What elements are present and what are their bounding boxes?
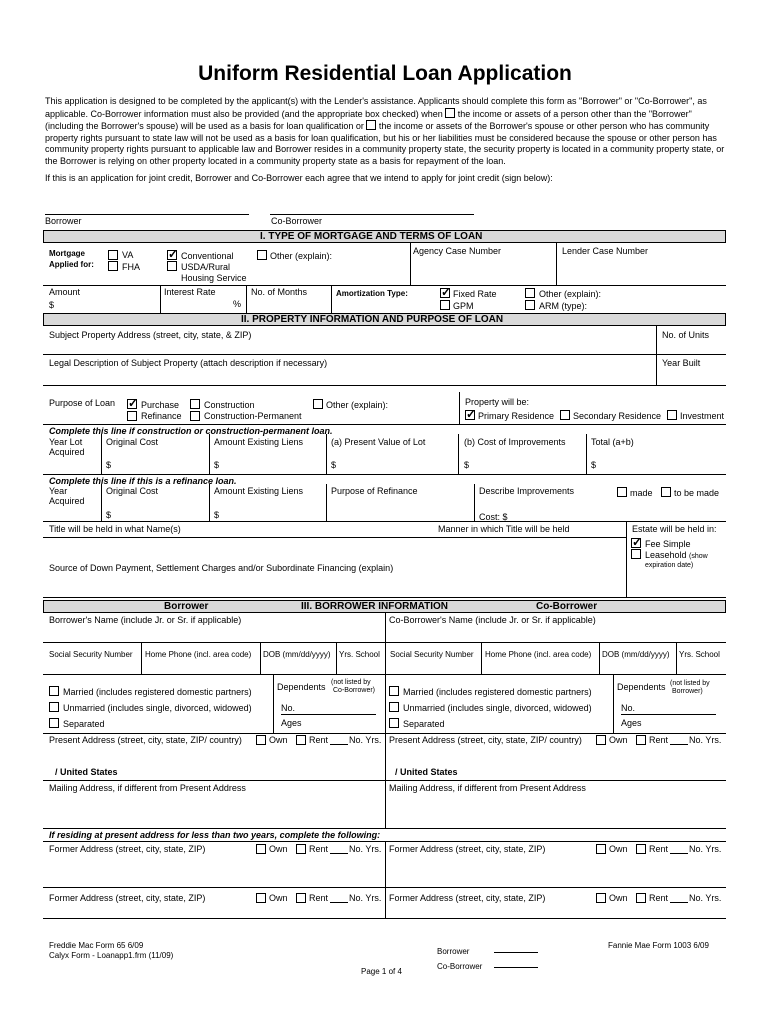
b-former2-no-yrs: No. Yrs. xyxy=(349,893,382,903)
b-mailing-label: Mailing Address, if different from Present Address xyxy=(49,783,246,793)
b-dependents-no: No. xyxy=(281,703,296,713)
c-unmarried-label: Unmarried (includes single, divorced, widowed) xyxy=(403,703,592,713)
b-home-phone-label: Home Phone (incl. area code) xyxy=(145,650,252,659)
total-label: Total (a+b) xyxy=(591,437,634,447)
gpm-label: GPM xyxy=(453,301,474,311)
construction-label: Construction xyxy=(204,400,255,410)
b-former-address-1-label: Former Address (street, city, state, ZIP) xyxy=(49,844,206,854)
c-no-yrs-label: No. Yrs. xyxy=(689,735,722,745)
existing-liens-label: Amount Existing Liens xyxy=(214,437,304,447)
other-purpose-checkbox[interactable] xyxy=(313,399,323,409)
coborrower-signature-line[interactable] xyxy=(270,214,474,215)
year-built-label: Year Built xyxy=(662,358,701,368)
arm-checkbox[interactable] xyxy=(525,300,535,310)
cost-improvements-dollar: $ xyxy=(464,460,470,470)
c-former1-own-checkbox[interactable] xyxy=(596,844,606,854)
present-value-lot-label: (a) Present Value of Lot xyxy=(331,437,426,447)
year-acquired-label-2: Acquired xyxy=(49,496,85,506)
b-married-label: Married (includes registered domestic partners) xyxy=(63,687,252,697)
b-yrs-school-label: Yrs. School xyxy=(339,650,380,659)
primary-residence-checkbox[interactable] xyxy=(465,410,475,420)
b-unmarried-checkbox[interactable] xyxy=(49,702,59,712)
b-former1-rent-label: Rent xyxy=(309,844,329,854)
section-2-header xyxy=(43,313,726,326)
c-former1-rent-checkbox[interactable] xyxy=(636,844,646,854)
b-not-listed-2: Co-Borrower) xyxy=(333,687,376,694)
section-1-title: I. TYPE OF MORTGAGE AND TERMS OF LOAN xyxy=(260,231,483,242)
year-acquired-label: Year xyxy=(49,486,68,496)
cost-improvements-label: (b) Cost of Improvements xyxy=(464,437,566,447)
c-ssn-label: Social Security Number xyxy=(390,650,474,659)
months-label: No. of Months xyxy=(251,287,308,297)
c-rent-label: Rent xyxy=(649,735,669,745)
freddie-form-label: Freddie Mac Form 65 6/09 xyxy=(49,941,144,950)
existing-liens-dollar: $ xyxy=(214,460,220,470)
c-home-phone-label: Home Phone (incl. area code) xyxy=(485,650,592,659)
conventional-checkbox[interactable] xyxy=(167,250,177,260)
made-label: made xyxy=(630,488,653,498)
c-present-address-label: Present Address (street, city, state, ZIP/ country) xyxy=(389,735,582,745)
c-former1-own-label: Own xyxy=(609,844,628,854)
c-married-label: Married (includes registered domestic partners) xyxy=(403,687,592,697)
usda-checkbox[interactable] xyxy=(167,261,177,271)
footer-borrower-label: Borrower xyxy=(437,947,470,956)
footer-coborrower-label: Co-Borrower xyxy=(437,962,483,971)
fee-simple-label: Fee Simple xyxy=(645,539,691,549)
c-own-checkbox[interactable] xyxy=(596,735,606,745)
other-mortgage-checkbox[interactable] xyxy=(257,250,267,260)
purpose-refinance-label: Purpose of Refinance xyxy=(331,486,418,496)
purchase-label: Purchase xyxy=(141,400,180,410)
present-value-dollar: $ xyxy=(331,460,337,470)
refinance-line-note: Complete this line if this is a refinance loan. xyxy=(49,476,237,486)
other-mortgage-label: Other (explain): xyxy=(270,251,333,261)
coborrower-signature-label: Co-Borrower xyxy=(271,216,323,226)
b-separated-checkbox[interactable] xyxy=(49,718,59,728)
secondary-residence-checkbox[interactable] xyxy=(560,410,570,420)
b-former1-own-checkbox[interactable] xyxy=(256,844,266,854)
primary-residence-label: Primary Residence xyxy=(478,411,555,421)
b-unmarried-label: Unmarried (includes single, divorced, widowed) xyxy=(63,703,252,713)
b-country: / United States xyxy=(55,767,118,777)
b-not-listed-1: (not listed by xyxy=(331,679,371,686)
c-former2-no-yrs: No. Yrs. xyxy=(689,893,722,903)
describe-improvements-label: Describe Improvements xyxy=(479,486,575,496)
agency-case-label: Agency Case Number xyxy=(413,246,502,256)
usda-label-2: Housing Service xyxy=(181,273,247,283)
b-rent-label: Rent xyxy=(309,735,329,745)
c-former1-no-yrs: No. Yrs. xyxy=(689,844,722,854)
c-former-address-2-label: Former Address (street, city, state, ZIP) xyxy=(389,893,546,903)
section-1-header xyxy=(43,230,726,243)
intro-text-c: the income or assets of the Borrower's spouse or other person who has community property rights pursuant to state law will not be used as a basis for loan qualification, but his or her liabilities must be considered because the spouse or other person has community property rights pursuant to applicable law and Borrower resides in a community property state, the security property is located in a community property state, or the Borrower is relying on other property located in a community property state as a basis for repayment of the loan. xyxy=(45,121,725,166)
b-separated-label: Separated xyxy=(63,719,105,729)
va-checkbox[interactable] xyxy=(108,250,118,260)
refi-original-cost-label: Original Cost xyxy=(106,486,159,496)
borrower-signature-line[interactable] xyxy=(45,214,249,215)
usda-label: USDA/Rural xyxy=(181,262,231,272)
c-dependents-ages: Ages xyxy=(621,718,642,728)
amortization-label: Amortization Type: xyxy=(336,289,408,298)
b-former-address-2-label: Former Address (street, city, state, ZIP) xyxy=(49,893,206,903)
c-former-address-1-label: Former Address (street, city, state, ZIP) xyxy=(389,844,546,854)
c-dependents-label: Dependents xyxy=(617,682,666,692)
c-separated-label: Separated xyxy=(403,719,445,729)
b-former1-no-yrs: No. Yrs. xyxy=(349,844,382,854)
amount-dollar: $ xyxy=(49,300,55,310)
other-purpose-label: Other (explain): xyxy=(326,400,389,410)
calyx-form-label: Calyx Form - Loanapp1.frm (11/09) xyxy=(49,951,174,960)
c-own-label: Own xyxy=(609,735,628,745)
interest-percent: % xyxy=(233,299,242,309)
legal-description-label: Legal Description of Subject Property (attach description if necessary) xyxy=(49,358,328,368)
section-3-borrower: Borrower xyxy=(164,601,209,612)
title-held-label: Title will be held in what Name(s) xyxy=(49,524,181,534)
c-former2-rent-checkbox[interactable] xyxy=(636,893,646,903)
form-title: Uniform Residential Loan Application xyxy=(198,62,572,85)
c-not-listed-1: (not listed by xyxy=(670,680,710,687)
b-own-checkbox[interactable] xyxy=(256,735,266,745)
b-former1-rent-checkbox[interactable] xyxy=(296,844,306,854)
leasehold-label: Leasehold xyxy=(645,550,687,560)
b-former2-rent-checkbox[interactable] xyxy=(296,893,306,903)
lender-case-label: Lender Case Number xyxy=(562,246,649,256)
refi-existing-liens-label: Amount Existing Liens xyxy=(214,486,304,496)
construction-perm-label: Construction-Permanent xyxy=(204,411,302,421)
year-lot-label: Year Lot xyxy=(49,437,83,447)
c-married-checkbox[interactable] xyxy=(389,686,399,696)
estate-held-label: Estate will be held in: xyxy=(632,524,717,534)
section-2-title: II. PROPERTY INFORMATION AND PURPOSE OF LOAN xyxy=(241,314,504,325)
expiration-date-label: expiration date) xyxy=(645,562,694,569)
b-rent-checkbox[interactable] xyxy=(296,735,306,745)
c-country: / United States xyxy=(395,767,458,777)
show-expiration-label: (show xyxy=(689,553,708,560)
c-former2-rent-label: Rent xyxy=(649,893,669,903)
section-3-title: III. BORROWER INFORMATION xyxy=(301,601,449,612)
other-amort-label: Other (explain): xyxy=(539,289,602,299)
c-former2-own-checkbox[interactable] xyxy=(596,893,606,903)
manner-title-label: Manner in which Title will be held xyxy=(438,524,570,534)
gpm-checkbox[interactable] xyxy=(440,300,450,310)
fha-label: FHA xyxy=(122,262,140,272)
section-3-coborrower: Co-Borrower xyxy=(536,601,598,612)
c-mailing-label: Mailing Address, if different from Present Address xyxy=(389,783,586,793)
to-be-made-checkbox[interactable] xyxy=(661,487,671,497)
c-former2-own-label: Own xyxy=(609,893,628,903)
b-own-label: Own xyxy=(269,735,288,745)
property-will-be-label: Property will be: xyxy=(465,397,530,407)
va-label: VA xyxy=(122,250,134,260)
b-dependents-label: Dependents xyxy=(277,682,326,692)
b-former2-rent-label: Rent xyxy=(309,893,329,903)
fixed-rate-label: Fixed Rate xyxy=(453,289,497,299)
c-rent-checkbox[interactable] xyxy=(636,735,646,745)
joint-credit-text: If this is an application for joint credit, Borrower and Co-Borrower each agree that we intend to apply for joint credit (sign below): xyxy=(45,173,553,183)
coborrower-name-label: Co-Borrower's Name (include Jr. or Sr. if applicable) xyxy=(389,615,596,625)
residing-line-note: If residing at present address for less than two years, complete the following: xyxy=(49,830,381,840)
c-not-listed-2: Borrower) xyxy=(672,688,703,695)
fannie-form-label: Fannie Mae Form 1003 6/09 xyxy=(608,941,709,950)
section-3-header xyxy=(43,600,726,613)
b-dependents-ages: Ages xyxy=(281,718,302,728)
fee-simple-checkbox[interactable] xyxy=(631,538,641,548)
footer-coborrower-initials-line[interactable] xyxy=(494,967,538,968)
page-number: Page 1 of 4 xyxy=(361,967,402,976)
fha-checkbox[interactable] xyxy=(108,261,118,271)
total-dollar: $ xyxy=(591,460,597,470)
mortgage-applied-label: Mortgage xyxy=(49,249,85,258)
original-cost-dollar: $ xyxy=(106,460,112,470)
other-amort-checkbox[interactable] xyxy=(525,288,535,298)
fixed-rate-checkbox[interactable] xyxy=(440,288,450,298)
interest-rate-label: Interest Rate xyxy=(164,287,216,297)
borrower-name-label: Borrower's Name (include Jr. or Sr. if applicable) xyxy=(49,615,242,625)
leasehold-checkbox[interactable] xyxy=(631,549,641,559)
refinance-checkbox[interactable] xyxy=(127,411,137,421)
subject-address-label: Subject Property Address (street, city, state, & ZIP) xyxy=(49,330,252,340)
b-no-yrs-label: No. Yrs. xyxy=(349,735,382,745)
conventional-label: Conventional xyxy=(181,251,234,261)
year-lot-label-2: Acquired xyxy=(49,447,85,457)
b-former1-own-label: Own xyxy=(269,844,288,854)
secondary-residence-label: Secondary Residence xyxy=(573,411,662,421)
construction-checkbox[interactable] xyxy=(190,399,200,409)
improvements-cost-label: Cost: $ xyxy=(479,512,508,522)
refi-original-cost-dollar: $ xyxy=(106,510,112,520)
c-dependents-no: No. xyxy=(621,703,636,713)
intro-text-a: This application is designed to be completed by the applicant(s) with the Lender's assistance. Applicants should complete this form as "Borrower" or "Co-Borrower", as applicable. Co-Borrower information must also be provided (and the appropriate box checked) when xyxy=(45,96,707,119)
c-separated-checkbox[interactable] xyxy=(389,718,399,728)
purchase-checkbox[interactable] xyxy=(127,399,137,409)
borrower-signature-label: Borrower xyxy=(45,216,82,226)
no-units-label: No. of Units xyxy=(662,330,710,340)
made-checkbox[interactable] xyxy=(617,487,627,497)
c-yrs-school-label: Yrs. School xyxy=(679,650,720,659)
construction-perm-checkbox[interactable] xyxy=(190,411,200,421)
b-married-checkbox[interactable] xyxy=(49,686,59,696)
c-unmarried-checkbox[interactable] xyxy=(389,702,399,712)
source-down-payment-label: Source of Down Payment, Settlement Charges and/or Subordinate Financing (explain) xyxy=(49,563,394,573)
arm-label: ARM (type): xyxy=(539,301,588,311)
c-dob-label: DOB (mm/dd/yyyy) xyxy=(602,650,670,659)
to-be-made-label: to be made xyxy=(674,488,720,498)
investment-checkbox[interactable] xyxy=(667,410,677,420)
construction-line-note: Complete this line if construction or construction-permanent loan. xyxy=(49,426,333,436)
intro-text-b: the income or assets of a person other than the "Borrower" (including the Borrower's spouse) will be used as a basis for loan qualification or xyxy=(45,108,692,132)
mortgage-applied-label-2: Applied for: xyxy=(49,260,94,269)
intro-paragraph xyxy=(45,96,729,168)
c-former1-rent-label: Rent xyxy=(649,844,669,854)
amount-label: Amount xyxy=(49,287,81,297)
investment-label: Investment xyxy=(680,411,725,421)
refi-existing-liens-dollar: $ xyxy=(214,510,220,520)
b-present-address-label: Present Address (street, city, state, ZIP/ country) xyxy=(49,735,242,745)
footer-borrower-initials-line[interactable] xyxy=(494,952,538,953)
original-cost-label: Original Cost xyxy=(106,437,159,447)
b-ssn-label: Social Security Number xyxy=(49,650,133,659)
refinance-label: Refinance xyxy=(141,411,182,421)
purpose-loan-label: Purpose of Loan xyxy=(49,398,116,408)
b-dob-label: DOB (mm/dd/yyyy) xyxy=(263,650,331,659)
spouse-liability-checkbox[interactable] xyxy=(366,120,376,130)
b-former2-own-checkbox[interactable] xyxy=(256,893,266,903)
b-former2-own-label: Own xyxy=(269,893,288,903)
joint-income-checkbox[interactable] xyxy=(445,108,455,118)
